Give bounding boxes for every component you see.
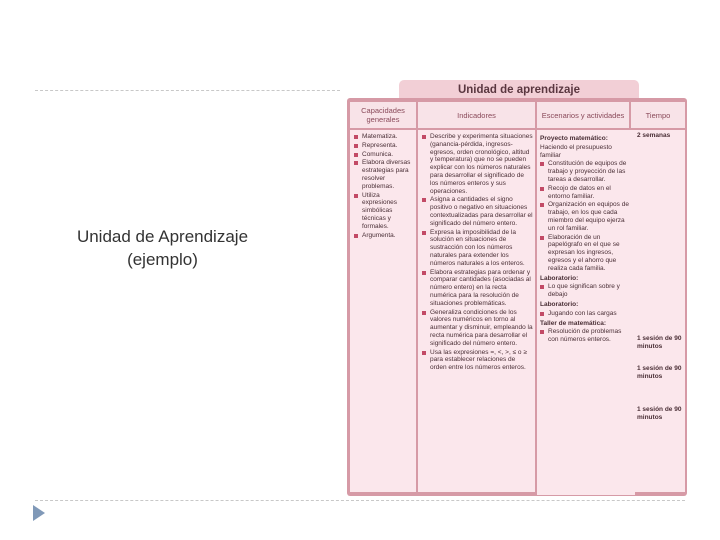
indicador-item: Elabora estrategias para ordenar y comparar cantidades (asociadas al número entero) en la recta numérica para la resolución de situaciones problemáticas. [422,269,533,308]
indicador-item: Describe y experimenta situaciones (ganancia-pérdida, ingresos-egresos, orden cronológico, altitud y temperatura) que no se pueden explicar con los números naturales para desarrollar el significado de los números enteros y sus operaciones. [422,133,533,195]
escenarios-column [537,130,635,495]
tiempo-taller: 1 sesión de 90 minutos [637,406,682,421]
proyecto-item: Recojo de datos en el entorno familiar. [540,185,632,201]
slide-title-line-1: Unidad de Aprendizaje [76,227,249,246]
indicador-item: Generaliza condiciones de los valores numéricos en torno al aumentar y disminuir, empleando la recta numérica para desarrollar el significado del número entero. [422,309,533,348]
indicadores-column [418,130,535,492]
header-capacidades: Capacidades generales [350,102,416,128]
capacidad-item: Utiliza expresiones simbólicas técnicas y formales. [354,192,414,231]
proyecto-desc: Haciendo el presupuesto familiar [540,143,612,159]
tiempo-proyecto: 2 semanas [637,132,671,139]
capacidad-item: Comunica. [354,151,414,159]
indicador-item: Asigna a cantidades el signo positivo o negativo en situaciones contextualizadas para desarrollar el significado del número entero. [422,196,533,227]
laboratorio-1-item: Lo que significan sobre y debajo [540,283,632,299]
tiempo-column [631,130,685,492]
capacidad-item: Matematiza. [354,133,414,141]
capacidad-item: Representa. [354,142,414,150]
tiempo-laboratorio-2: 1 sesión de 90 minutos [637,365,682,380]
laboratorio-2-title: Laboratorio: [540,300,579,308]
taller-title: Taller de matemática: [540,319,606,327]
slide-title-line-2: (ejemplo) [127,250,198,269]
top-divider [35,90,340,91]
capacidades-column [350,130,416,492]
header-escenarios: Escenarios y actividades [537,102,629,128]
indicador-item: Usa las expresiones =, <, >, ≤ o ≥ para establecer relaciones de orden entre los números enteros. [422,349,533,372]
unidad-aprendizaje-image [347,80,687,496]
laboratorio-1-title: Laboratorio: [540,274,579,282]
document-title: Unidad de aprendizaje [399,80,639,100]
bottom-divider [35,500,685,501]
indicador-item: Expresa la imposibilidad de la solución en situaciones de sustracción con los números naturales para extender los números naturales a los enteros. [422,229,533,268]
proyecto-item: Elaboración de un papelógrafo en el que se expresan los ingresos, egresos y el ahorro que realiza cada familia. [540,234,632,273]
header-indicadores: Indicadores [418,102,535,128]
capacidad-item: Elabora diversas estrategias para resolver problemas. [354,159,414,190]
header-tiempo: Tiempo [631,102,685,128]
capacidad-item: Argumenta. [354,232,414,240]
document-table [347,98,687,496]
next-slide-arrow-icon[interactable] [33,505,45,521]
slide-title [50,225,275,271]
tiempo-laboratorio-1: 1 sesión de 90 minutos [637,335,682,350]
taller-item: Resolución de problemas con números enteros. [540,328,632,344]
proyecto-item: Constitución de equipos de trabajo y proyección de las tareas a desarrollar. [540,160,632,183]
laboratorio-2-item: Jugando con las cargas [540,310,632,318]
proyecto-item: Organización en equipos de trabajo, en los que cada miembro del equipo ejerza un rol familiar. [540,201,632,232]
proyecto-title: Proyecto matemático: [540,135,608,142]
